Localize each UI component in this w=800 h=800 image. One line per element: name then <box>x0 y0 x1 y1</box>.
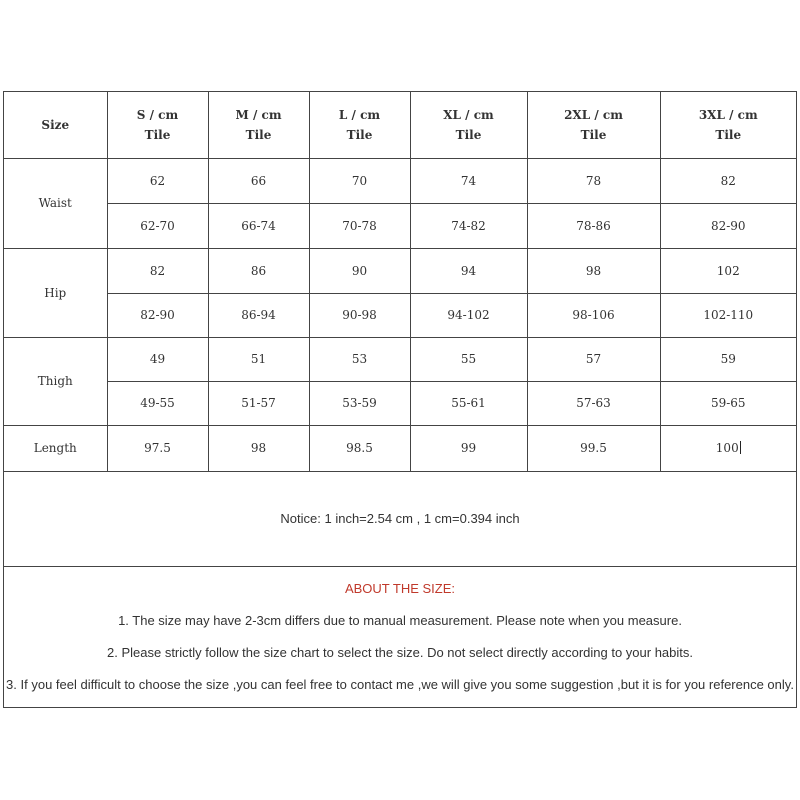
column-header-m <box>208 92 309 158</box>
table-cell: 82-90 <box>660 203 796 248</box>
table-cell: 99 <box>410 425 527 471</box>
row-label-hip: Hip <box>4 248 107 337</box>
table-cell: 98 <box>527 248 660 293</box>
table-cell: 59-65 <box>660 381 796 425</box>
row-label-thigh: Thigh <box>4 337 107 425</box>
column-header-2xl <box>527 92 660 158</box>
notice-box <box>4 471 796 567</box>
column-size: M / cm <box>235 107 282 122</box>
table-cell: 90-98 <box>309 293 410 337</box>
table-cell: 53-59 <box>309 381 410 425</box>
table-cell: 49-55 <box>107 381 208 425</box>
table-row <box>4 293 796 337</box>
column-sub: Tile <box>455 127 482 142</box>
table-cell: 82-90 <box>107 293 208 337</box>
table-cell: 51-57 <box>208 381 309 425</box>
column-size: L / cm <box>338 107 381 122</box>
table-row <box>4 203 796 248</box>
table-cell: 55-61 <box>410 381 527 425</box>
column-sub: Tile <box>245 127 272 142</box>
table-cell: 86 <box>208 248 309 293</box>
size-note: 2. Please strictly follow the size chart to select the size. Do not select directly according to your habits. <box>107 645 693 660</box>
table-row <box>4 248 796 293</box>
size-chart <box>3 91 797 708</box>
about-size-box <box>4 567 796 707</box>
column-header-xl <box>410 92 527 158</box>
header-row <box>4 92 796 158</box>
table-cell: 82 <box>660 158 796 203</box>
notice-text: Notice: 1 inch=2.54 cm , 1 cm=0.394 inch <box>280 511 520 526</box>
column-size: 3XL / cm <box>698 107 758 122</box>
column-sub: Tile <box>715 127 742 142</box>
table-cell: 78-86 <box>527 203 660 248</box>
table-cell: 57 <box>527 337 660 381</box>
size-note: 3. If you feel difficult to choose the size ,you can feel free to contact me ,we will give you some suggestion ,but it is for you reference only. <box>6 677 794 692</box>
row-label-length: Length <box>4 425 107 471</box>
size-note: 1. The size may have 2-3cm differs due to manual measurement. Please note when you measure. <box>118 613 682 628</box>
table-cell: 97.5 <box>107 425 208 471</box>
table-cell: 94 <box>410 248 527 293</box>
table-cell: 78 <box>527 158 660 203</box>
table-cell: 82 <box>107 248 208 293</box>
size-header: Size <box>4 92 107 158</box>
table-cell-editable[interactable] <box>660 425 796 471</box>
table-row <box>4 158 796 203</box>
table-cell: 51 <box>208 337 309 381</box>
table-cell: 62-70 <box>107 203 208 248</box>
column-size: 2XL / cm <box>564 107 623 122</box>
table-cell: 55 <box>410 337 527 381</box>
table-cell: 102 <box>660 248 796 293</box>
column-sub: Tile <box>346 127 373 142</box>
table-cell: 70-78 <box>309 203 410 248</box>
column-header-l <box>309 92 410 158</box>
table-cell: 98 <box>208 425 309 471</box>
table-cell: 57-63 <box>527 381 660 425</box>
cell-text: 100 <box>715 441 739 455</box>
table-cell: 98-106 <box>527 293 660 337</box>
table-row <box>4 381 796 425</box>
column-header-3xl <box>660 92 796 158</box>
table-cell: 74 <box>410 158 527 203</box>
table-cell: 102-110 <box>660 293 796 337</box>
table-cell: 74-82 <box>410 203 527 248</box>
table-cell: 98.5 <box>309 425 410 471</box>
column-size: S / cm <box>136 107 179 122</box>
table-cell: 99.5 <box>527 425 660 471</box>
about-title: ABOUT THE SIZE: <box>344 581 456 596</box>
size-table <box>4 92 796 472</box>
table-row <box>4 337 796 381</box>
column-header-s <box>107 92 208 158</box>
table-cell: 62 <box>107 158 208 203</box>
table-row <box>4 425 796 471</box>
column-sub: Tile <box>144 127 171 142</box>
table-cell: 90 <box>309 248 410 293</box>
table-cell: 59 <box>660 337 796 381</box>
column-size: XL / cm <box>443 107 494 122</box>
column-sub: Tile <box>580 127 607 142</box>
table-cell: 70 <box>309 158 410 203</box>
table-cell: 49 <box>107 337 208 381</box>
table-cell: 66 <box>208 158 309 203</box>
row-label-waist: Waist <box>4 158 107 248</box>
text-caret <box>740 441 741 454</box>
table-cell: 94-102 <box>410 293 527 337</box>
table-cell: 86-94 <box>208 293 309 337</box>
table-cell: 66-74 <box>208 203 309 248</box>
table-cell: 53 <box>309 337 410 381</box>
